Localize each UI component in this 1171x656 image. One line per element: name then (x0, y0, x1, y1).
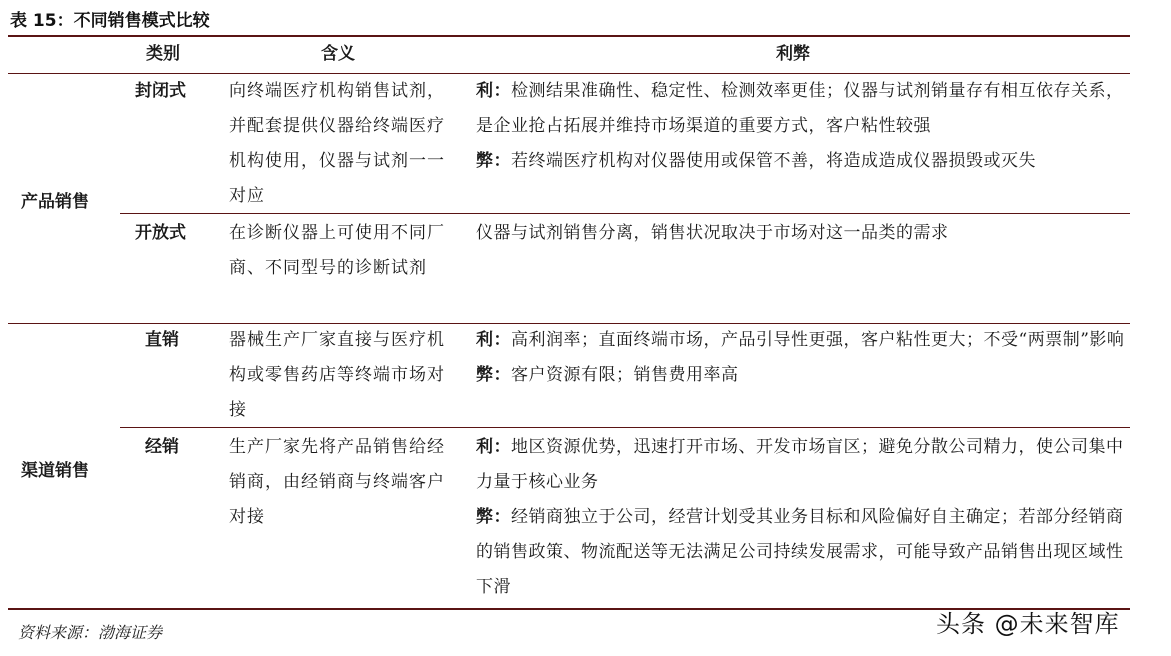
row-meaning: 向终端医疗机构销售试剂，并配套提供仪器给终端医疗机构使用，仪器与试剂一一对应 (229, 81, 445, 206)
row-type: 经销 (145, 437, 179, 457)
row-meaning: 生产厂家先将产品销售给经销商，由经销商与终端客户对接 (229, 437, 445, 527)
header-pros-cons: 利弊 (776, 44, 810, 64)
table-top-rule (8, 35, 1130, 37)
watermark: 头条 @未来智库 (936, 610, 1120, 638)
row-type: 直销 (145, 330, 179, 350)
row-type: 封闭式 (135, 81, 186, 101)
con-text: 经销商独立于公司，经营计划受其业务目标和风险偏好自主确定；若部分经销商的销售政策、物流配送等无法满足公司持续发展需求，可能导致产品销售出现区域性下滑 (476, 507, 1124, 597)
table-title: 表 15：不同销售模式比较 (10, 11, 210, 31)
source-note: 资料来源：渤海证券 (18, 623, 163, 642)
pro-label: 利： (476, 437, 511, 457)
con-text: 客户资源有限；销售费用率高 (511, 365, 739, 385)
row-pros-cons (476, 323, 1126, 393)
con-label: 弊： (476, 365, 511, 385)
pro-text: 高利润率；直面终端市场，产品引导性更强，客户粘性更大；不受“两票制”影响 (511, 330, 1125, 350)
con-label: 弊： (476, 151, 511, 171)
row-pros-cons (476, 74, 1126, 179)
header-meaning: 含义 (321, 44, 355, 64)
con-text: 若终端医疗机构对仪器使用或保管不善，将造成造成仪器损毁或灭失 (511, 151, 1036, 171)
group-label: 渠道销售 (21, 461, 89, 481)
row-meaning: 器械生产厂家直接与医疗机构或零售药店等终端市场对接 (229, 330, 445, 420)
pro-label: 利： (476, 330, 511, 350)
row-type: 开放式 (135, 223, 186, 243)
pro-text: 地区资源优势，迅速打开市场、开发市场盲区；避免分散公司精力，使公司集中力量于核心业务 (476, 437, 1124, 492)
group-label: 产品销售 (21, 192, 89, 212)
pro-text: 仪器与试剂销售分离，销售状况取决于市场对这一品类的需求 (476, 223, 949, 243)
pro-text: 检测结果准确性、稳定性、检测效率更佳；仪器与试剂销量存有相互依存关系，是企业抢占拓展并维持市场渠道的重要方式，客户粘性较强 (476, 81, 1124, 136)
row-pros-cons (476, 430, 1126, 605)
row-pros-cons (476, 216, 1126, 251)
con-label: 弊： (476, 507, 511, 527)
row-meaning: 在诊断仪器上可使用不同厂商、不同型号的诊断试剂 (229, 223, 445, 278)
pro-label: 利： (476, 81, 511, 101)
header-category: 类别 (146, 44, 180, 64)
